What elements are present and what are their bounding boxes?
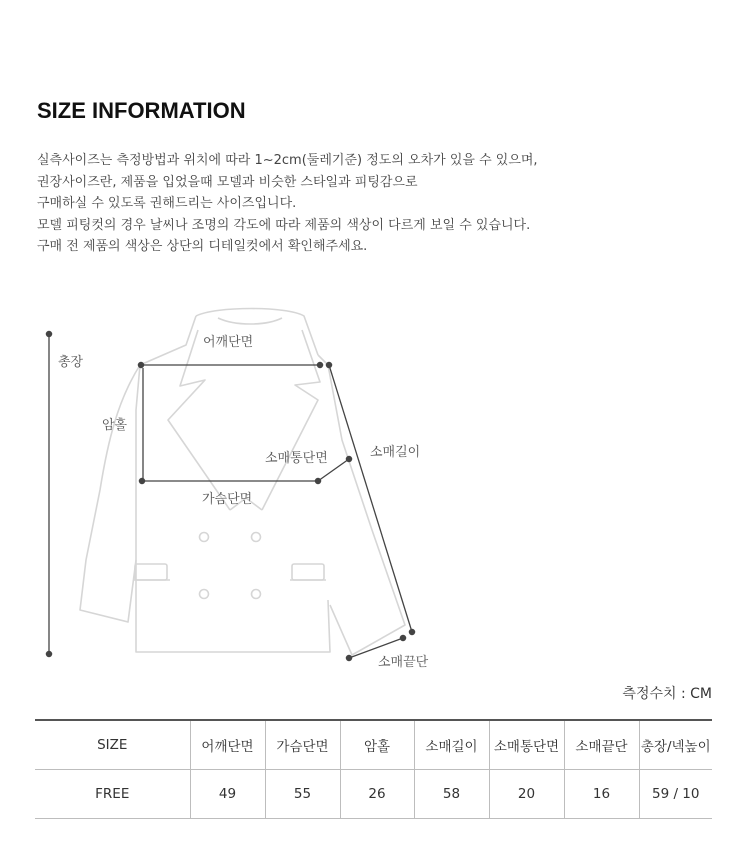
label-armhole: 암홀: [102, 418, 128, 433]
table-cell: 55: [265, 770, 340, 819]
table-cell: 49: [190, 770, 265, 819]
table-cell: 59 / 10: [639, 770, 712, 819]
table-cell: 20: [489, 770, 564, 819]
table-cell: 26: [340, 770, 414, 819]
description-line: 구매 전 제품의 색상은 상단의 디테일컷에서 확인해주세요.: [37, 239, 368, 254]
table-cell: 58: [414, 770, 489, 819]
label-sleeve-length: 소매길이: [370, 445, 421, 460]
label-shoulder: 어깨단면: [203, 335, 254, 350]
table-header-cell: 소매길이: [414, 720, 489, 770]
description-line: 모델 피팅컷의 경우 날씨나 조명의 각도에 따라 제품의 색상이 다르게 보일 수 있습니다.: [37, 217, 531, 233]
page-title: SIZE INFORMATION: [37, 98, 246, 123]
table-cell: FREE: [35, 770, 190, 819]
unit-label: 측정수치 : CM: [622, 686, 712, 702]
table-header-cell: SIZE: [35, 720, 190, 770]
description-line: 실측사이즈는 측정방법과 위치에 따라 1~2cm(둘레기준) 정도의 오차가 있을 수 있으며,: [37, 153, 538, 168]
jacket-measurement-diagram: [0, 300, 750, 680]
label-total-length: 총장: [58, 355, 84, 370]
table-cell: 16: [564, 770, 639, 819]
size-table: [35, 719, 712, 819]
size-description: [37, 150, 717, 258]
label-sleeve-end: 소매끝단: [378, 655, 429, 670]
table-header-cell: 총장/넥높이: [639, 720, 712, 770]
jacket-outline: [80, 309, 405, 656]
description-line: 권장사이즈란, 제품을 입었을때 모델과 비슷한 스타일과 피팅감으로: [37, 174, 418, 190]
label-sleeve-width: 소매통단면: [265, 451, 328, 466]
table-header-cell: 소매끝단: [564, 720, 639, 770]
table-header-cell: 소매통단면: [489, 720, 564, 770]
description-line: 구매하실 수 있도록 권해드리는 사이즈입니다.: [37, 196, 297, 211]
table-header-cell: 가슴단면: [265, 720, 340, 770]
table-row: [35, 770, 712, 819]
label-chest: 가슴단면: [202, 492, 253, 507]
table-header-row: [35, 720, 712, 770]
table-header-cell: 암홀: [340, 720, 414, 770]
table-header-cell: 어깨단면: [190, 720, 265, 770]
